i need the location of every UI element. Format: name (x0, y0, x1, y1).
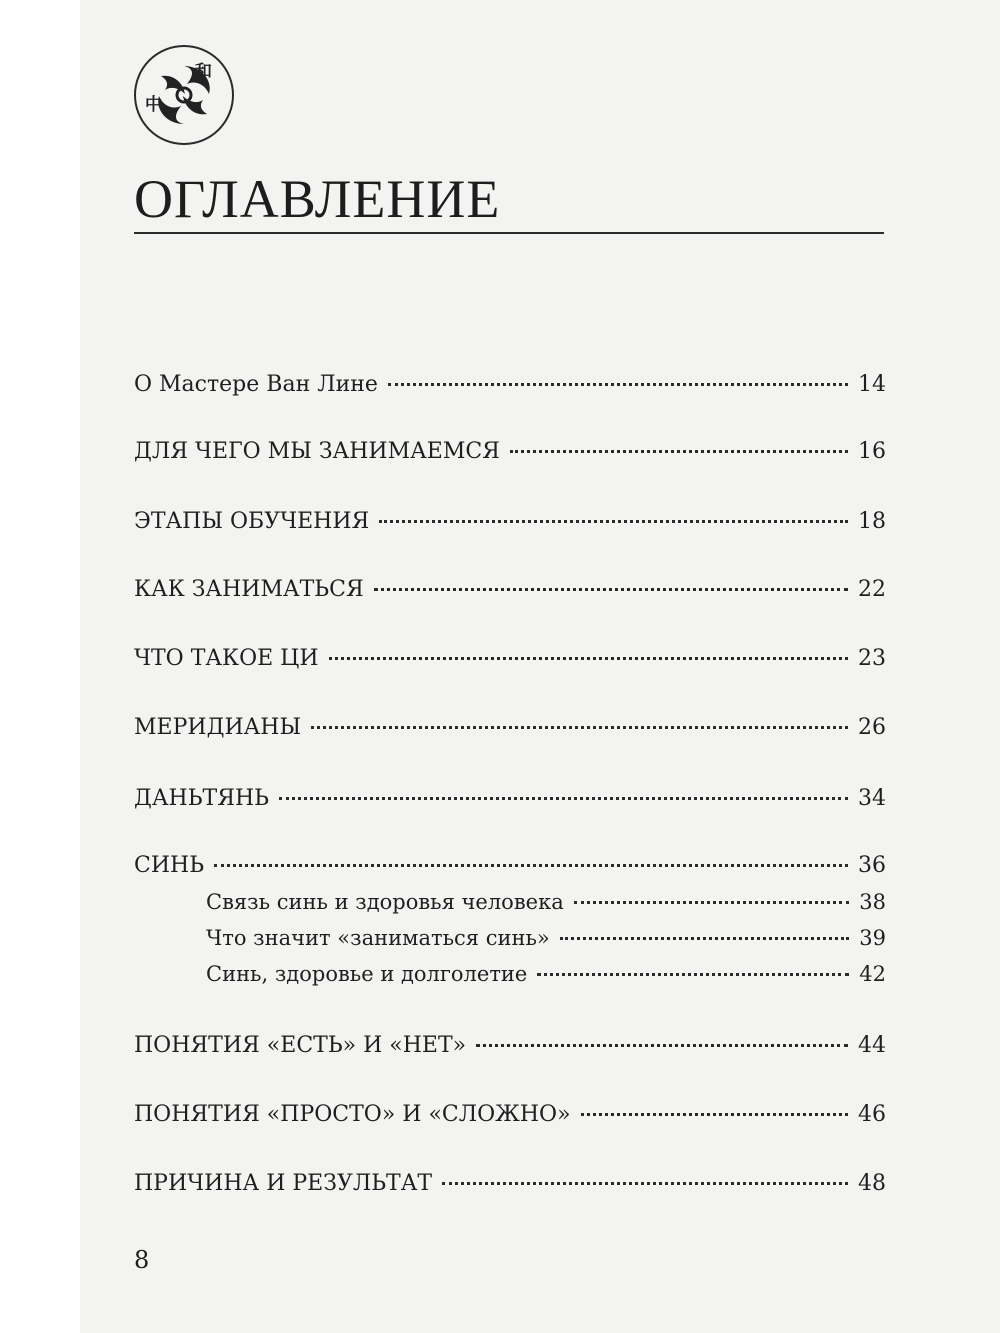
toc-entry[interactable] (134, 509, 886, 534)
toc-entry[interactable] (134, 786, 886, 811)
toc-entry[interactable] (134, 372, 886, 397)
dot-leader (581, 1113, 848, 1116)
toc-entry-page: 14 (858, 372, 886, 397)
toc-entry-page: 44 (858, 1033, 886, 1058)
toc-entry-title: Синь, здоровье и долголетие (206, 962, 528, 986)
toc-entry-page: 48 (858, 1171, 886, 1196)
toc-subentry[interactable] (206, 926, 886, 950)
toc-entry-page: 16 (858, 439, 886, 464)
toc-entry[interactable] (134, 577, 886, 602)
logo-glyph-top: 和 (195, 62, 212, 82)
toc-subentry[interactable] (206, 890, 886, 914)
toc-entry-title: ЧТО ТАКОЕ ЦИ (134, 646, 319, 671)
toc-entry-page: 36 (858, 853, 886, 878)
logo-emblem-icon (133, 44, 235, 146)
toc-entry-page: 22 (858, 577, 886, 602)
toc-entry-title: Связь синь и здоровья человека (206, 890, 564, 914)
toc-entry[interactable] (134, 439, 886, 464)
dot-leader (329, 657, 848, 660)
toc-entry-title: ДАНЬТЯНЬ (134, 786, 270, 811)
logo-glyph-left: 中 (145, 95, 162, 115)
dot-leader (510, 450, 848, 453)
toc-entry-title: СИНЬ (134, 853, 205, 878)
toc-entry-page: 42 (859, 962, 886, 986)
dot-leader (574, 901, 850, 904)
toc-entry-title: О Мастере Ван Лине (134, 372, 378, 397)
toc-entry-title: ПРИЧИНА И РЕЗУЛЬТАТ (134, 1171, 433, 1196)
toc-entry-title: ПОНЯТИЯ «ЕСТЬ» И «НЕТ» (134, 1033, 467, 1058)
toc-entry[interactable] (134, 853, 886, 878)
toc-entry-page: 23 (858, 646, 886, 671)
toc-entry[interactable] (134, 715, 886, 740)
toc-entry-title: МЕРИДИАНЫ (134, 715, 302, 740)
dot-leader (388, 383, 848, 386)
dot-leader (476, 1044, 848, 1047)
toc-entry-title: ПОНЯТИЯ «ПРОСТО» И «СЛОЖНО» (134, 1102, 571, 1127)
toc-entry[interactable] (134, 1102, 886, 1127)
dot-leader (537, 973, 849, 976)
toc-entry[interactable] (134, 646, 886, 671)
toc-subentry[interactable] (206, 962, 886, 986)
toc-entry-page: 26 (858, 715, 886, 740)
toc-entry-title: ЭТАПЫ ОБУЧЕНИЯ (134, 509, 370, 534)
toc-entry-title: КАК ЗАНИМАТЬСЯ (134, 577, 364, 602)
toc-heading: ОГЛАВЛЕНИЕ (134, 169, 501, 229)
toc-entry-page: 34 (858, 786, 886, 811)
toc-entry-title: Что значит «заниматься синь» (206, 926, 550, 950)
toc-entry-page: 39 (859, 926, 886, 950)
toc-entry-title: ДЛЯ ЧЕГО МЫ ЗАНИМАЕМСЯ (134, 439, 500, 464)
toc-entry-page: 38 (859, 890, 886, 914)
toc-entry-page: 46 (858, 1102, 886, 1127)
toc-entry[interactable] (134, 1171, 886, 1196)
dot-leader (560, 937, 850, 940)
heading-rule (134, 232, 884, 234)
toc-entry[interactable] (134, 1033, 886, 1058)
dot-leader (442, 1182, 848, 1185)
dot-leader (311, 726, 848, 729)
dot-leader (374, 588, 848, 591)
dot-leader (379, 520, 848, 523)
page-number: 8 (134, 1246, 150, 1274)
toc-entry-page: 18 (858, 509, 886, 534)
dot-leader (279, 797, 848, 800)
dot-leader (214, 864, 848, 867)
